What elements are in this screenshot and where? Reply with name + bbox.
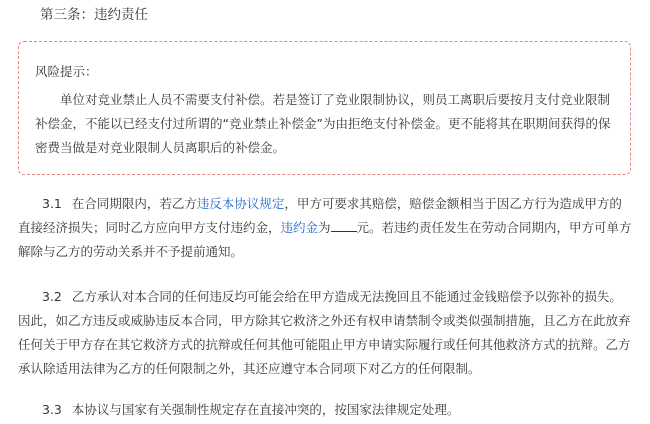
clause-text: 在合同期限内，若乙方 [71,196,197,211]
clause-number: 3.3 [42,402,62,417]
link-breach-agreement[interactable]: 违反本协议规定 [196,196,285,211]
clause-text: 本协议与国家有关强制性规定存在直接冲突的，按国家法律规定处理。 [71,402,460,417]
risk-notice-body: 单位对竞业禁止人员不需要支付补偿。若是签订了竞业限制协议，则员工离职后要按月支付竞业限制补偿金，不能以已经支付过所谓的“竞业禁止补偿金”为由拒绝支付补偿金。更不能将其在职期间获得的保密费当做是对竞业限制人员离职后的补偿金。 [35,92,611,155]
section-heading: 第三条：违约责任 [40,7,148,23]
clause-3-2 [18,285,633,381]
clause-3-1 [18,192,633,264]
clause-number: 3.1 [42,196,62,211]
penalty-amount-blank [331,231,357,232]
clause-number: 3.2 [42,289,62,304]
risk-notice-box [18,41,631,175]
risk-notice-title: 风险提示： [35,64,98,79]
link-penalty[interactable]: 违约金 [280,220,319,235]
clause-3-3 [18,398,633,422]
clause-text: 元。若违约责任发生在劳动合同期内，甲方可单方解除与乙方的劳动关系并不予提前通知。 [18,220,632,259]
clause-text: 为 [318,220,331,235]
clause-text: ，甲方可要求其赔偿，赔偿金额相当于因乙方行为造成甲方的直接经济损失；同时乙方应向甲方支付违约金， [18,196,622,235]
clause-text: 乙方承认对本合同的任何违反均可能会给在甲方造成无法挽回且不能通过金钱赔偿予以弥补的损失。因此，如乙方违反或威胁违反本合同，甲方除其它救济之外还有权申请禁制令或类似强制措施，且乙方在此放弃任何关于甲方存在其它救济方式的抗辩或任何其他可能阻止甲方申请实际履行或任何其他救济方式的抗辩。乙方承认除适用法律为乙方的任何限制之外，其还应遵守本合同项下对乙方的任何限制。 [18,289,631,376]
